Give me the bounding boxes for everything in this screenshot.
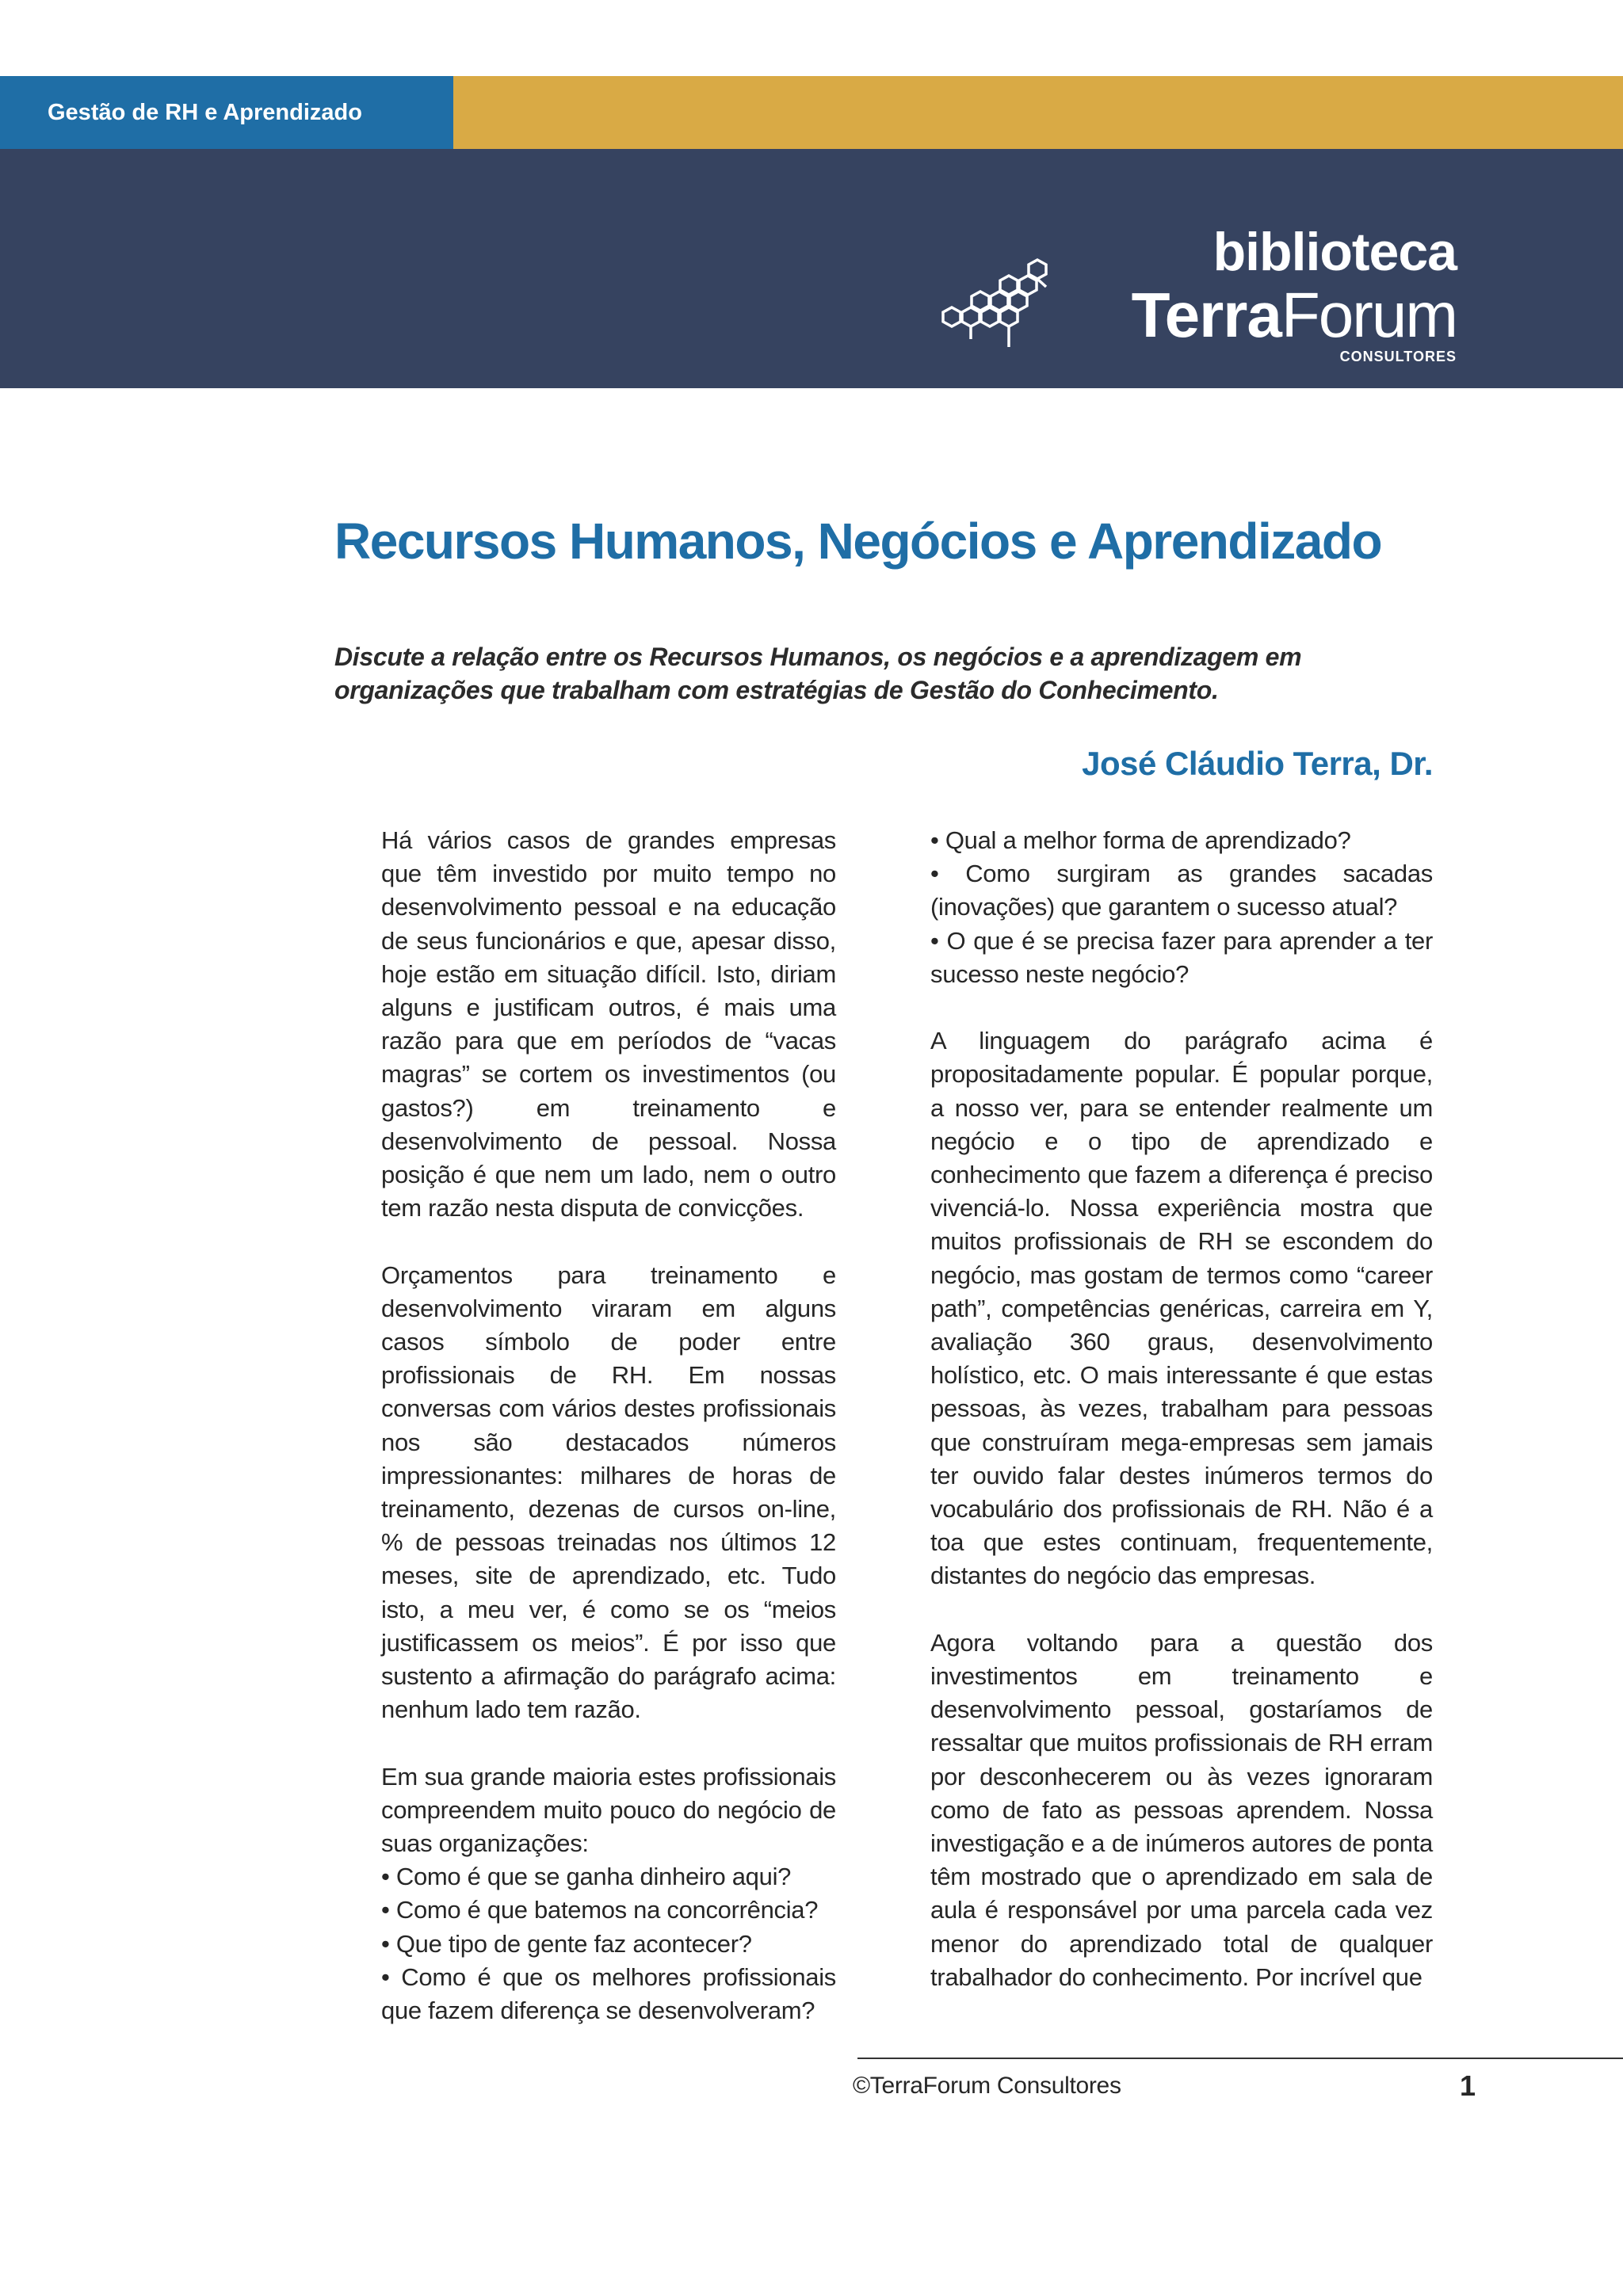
hexagon-network-icon: [927, 246, 1086, 357]
right-bullet: • O que é se precisa fazer para aprender a ter sucesso neste negócio?: [930, 926, 1433, 988]
logo-brand-bold: Terra: [1131, 280, 1281, 350]
right-bullet: • Como surgiram as grandes sacadas (inovações) que garantem o sucesso atual?: [930, 860, 1433, 921]
left-bullet: • Como é que os melhores profissionais que fazem diferença se desenvolveram?: [381, 1962, 836, 2025]
left-paragraph-3: Em sua grande maioria estes profissionais compreendem muito pouco do negócio de suas organizações:: [381, 1762, 836, 1858]
left-bullet: • Como é que se ganha dinheiro aqui?: [381, 1863, 792, 1891]
right-paragraph-2: Agora voltando para a questão dos investimentos em treinamento e desenvolvimento pessoal, gostaríamos de ressaltar que muitos profissionais de RH erram por desconhecerem ou às vezes ignoraram como de fato as pessoas aprendem. Nossa investigação e a de inúmeros autores de ponta têm mostrado que o aprendizado em sala de aula é responsável por uma parcela cada vez menor do aprendizado total de qualquer trabalhador do conhecimento. Por incrível que: [930, 1628, 1433, 1991]
header-top-bar: [0, 76, 1623, 149]
header-gold-stripe: [453, 76, 1623, 149]
right-bullet: • Qual a melhor forma de aprendizado?: [930, 826, 1351, 854]
article-title: Recursos Humanos, Negócios e Aprendizado: [334, 513, 1382, 570]
article-author: José Cláudio Terra, Dr.: [1082, 745, 1433, 782]
logo-tagline: CONSULTORES: [1339, 349, 1457, 364]
left-bullet: • Que tipo de gente faz acontecer?: [381, 1929, 752, 1958]
page-number: 1: [1459, 2069, 1476, 2102]
logo-line-biblioteca: biblioteca: [1212, 222, 1457, 282]
terraforum-logo: [927, 222, 1466, 364]
right-paragraph-1: A linguagem do parágrafo acima é propositadamente popular. É popular porque, a nosso ver, para se entender realmente um negócio e o tipo de aprendizado e conhecimento que fazem a diferença é preciso vivenciá-lo. Nossa experiência mostra que muitos profissionais de RH se escondem do negócio, mas gostam de termos como “career path”, competências genéricas, carreira em Y, avaliação 360 graus, desenvolvimento holístico, etc. O mais interessante é que estas pessoas, às vezes, trabalham para pessoas que construíram mega-empresas sem jamais ter ouvido falar destes inúmeros termos do vocabulário dos profissionais de RH. Não é a toa que estes continuam, frequentemente, distantes do negócio das empresas.: [930, 1027, 1433, 1590]
logo-brand: [1131, 280, 1457, 350]
footer-divider: [857, 2058, 1623, 2059]
left-bullet: • Como é que batemos na concorrência?: [381, 1896, 819, 1924]
article-subtitle: Discute a relação entre os Recursos Humanos, os negócios e a aprendizagem em organizações que trabalham com estratégias de Gestão do Conhecimento.: [334, 643, 1302, 704]
left-column: [381, 824, 836, 2027]
logo-brand-light: Forum: [1281, 280, 1457, 350]
footer-copyright: ©TerraForum Consultores: [853, 2073, 1121, 2099]
right-column: [930, 824, 1433, 1994]
section-label: Gestão de RH e Aprendizado: [0, 76, 453, 149]
left-paragraph-1: Há vários casos de grandes empresas que têm investido por muito tempo no desenvolvimento pessoal e na educação de seus funcionários e que, apesar disso, hoje estão em situação difícil. Isto, diriam alguns e justificam outros, é mais uma razão para que em períodos de “vacas magras” se cortem os investimentos (ou gastos?) em treinamento e desenvolvimento de pessoal. Nossa posição é que nem um lado, nem o outro tem razão nesta disputa de convicções.: [381, 826, 836, 1222]
left-paragraph-2: Orçamentos para treinamento e desenvolvimento viraram em alguns casos símbolo de poder entre profissionais de RH. Em nossas conversas com vários destes profissionais nos são destacados números impressionantes: milhares de horas de treinamento, dezenas de cursos on-line, % de pessoas treinadas nos últimos 12 meses, site de aprendizado, etc. Tudo isto, a meu ver, é como se os “meios justificassem os meios”. É por isso que sustento a afirmação do parágrafo acima: nenhum lado tem razão.: [381, 1261, 836, 1724]
